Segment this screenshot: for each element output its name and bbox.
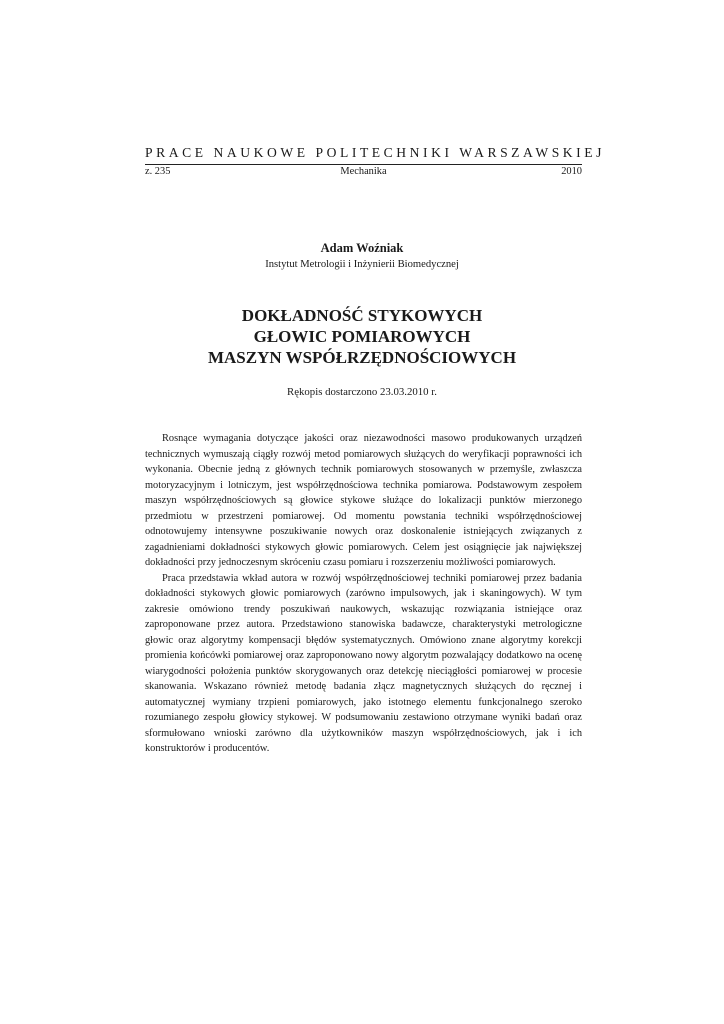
journal-section: Mechanika xyxy=(340,166,387,177)
received-date: Rękopis dostarczono 23.03.2010 r. xyxy=(287,386,437,398)
header-rule xyxy=(145,164,582,165)
article-title xyxy=(0,305,724,368)
abstract-paragraph: Praca przedstawia wkład autora w rozwój współrzędnościowej techniki pomiarowej przez badania dokładności stykowych głowic pomiarowych (zarówno impulsowych, jak i skaningowych). W tym zakresie omówiono trendy poszukiwań naukowych, wskazując rozwiązania istniejące oraz zaproponowane przez autora. Przedstawiono stanowiska badawcze, charakterystyki metrologiczne głowic oraz algorytmy kompensacji błędów systematycznych. Omówiono znane algorytmy korekcji promienia końcówki pomiarowej oraz zaproponowano nowy algorytm pozwalający dodatkowo na ocenę wiarygodności położenia punktów skorygowanych oraz detekcję nieciągłości pomiarowej w procesie skanowania. Wskazano również metodę badania złącz magnetycznych służących do ręcznej i automatycznej wymiany trzpieni pomiarowych, jako istotnego elementu funkcjonalnego szeroko rozumianego zespołu głowicy stykowej. W podsumowaniu zestawiono otrzymane wyniki badań oraz sformułowano wnioski zarówno dla użytkowników maszyn współrzędnościowych, jak i ich konstruktorów i producentów. xyxy=(145,572,582,754)
abstract-paragraph: Rosnące wymagania dotyczące jakości oraz niezawodności masowo produkowanych urządzeń technicznych wymuszają ciągły rozwój metod pomiarowych służących do weryfikacji poprawności ich wykonania. Obecnie jedną z głównych technik pomiarowych stosowanych w przemyśle, zwłaszcza motoryzacyjnym i lotniczym, jest współrzędnościowa technika pomiarowa. Podstawowym zespołem maszyn współrzędnościowych są głowice stykowe służące do lokalizacji punktów mierzonego przedmiotu w przestrzeni pomiarowej. Od momentu powstania techniki współrzędnościowej odnotowujemy intensywne poszukiwanie nowych oraz doskonalenie istniejących związanych z zagadnieniami dokładności stykowych głowic pomiarowych. Celem jest osiągnięcie jak największej dokładności przy jednoczesnym skróceniu czasu pomiaru i rozszerzeniu możliwości pomiarowych. xyxy=(145,433,582,568)
author-name: Adam Woźniak xyxy=(320,241,404,255)
title-line: GŁOWIC POMIAROWYCH xyxy=(253,327,471,346)
author-affiliation: Instytut Metrologii i Inżynierii Biomedycznej xyxy=(265,259,459,270)
title-line: DOKŁADNOŚĆ STYKOWYCH xyxy=(241,306,483,325)
publication-year: 2010 xyxy=(561,166,582,177)
journal-title: PRACE NAUKOWE POLITECHNIKI WARSZAWSKIEJ xyxy=(145,145,605,160)
issue-number: z. 235 xyxy=(145,166,171,177)
title-line: MASZYN WSPÓŁRZĘDNOŚCIOWYCH xyxy=(207,348,517,367)
abstract xyxy=(145,431,582,757)
